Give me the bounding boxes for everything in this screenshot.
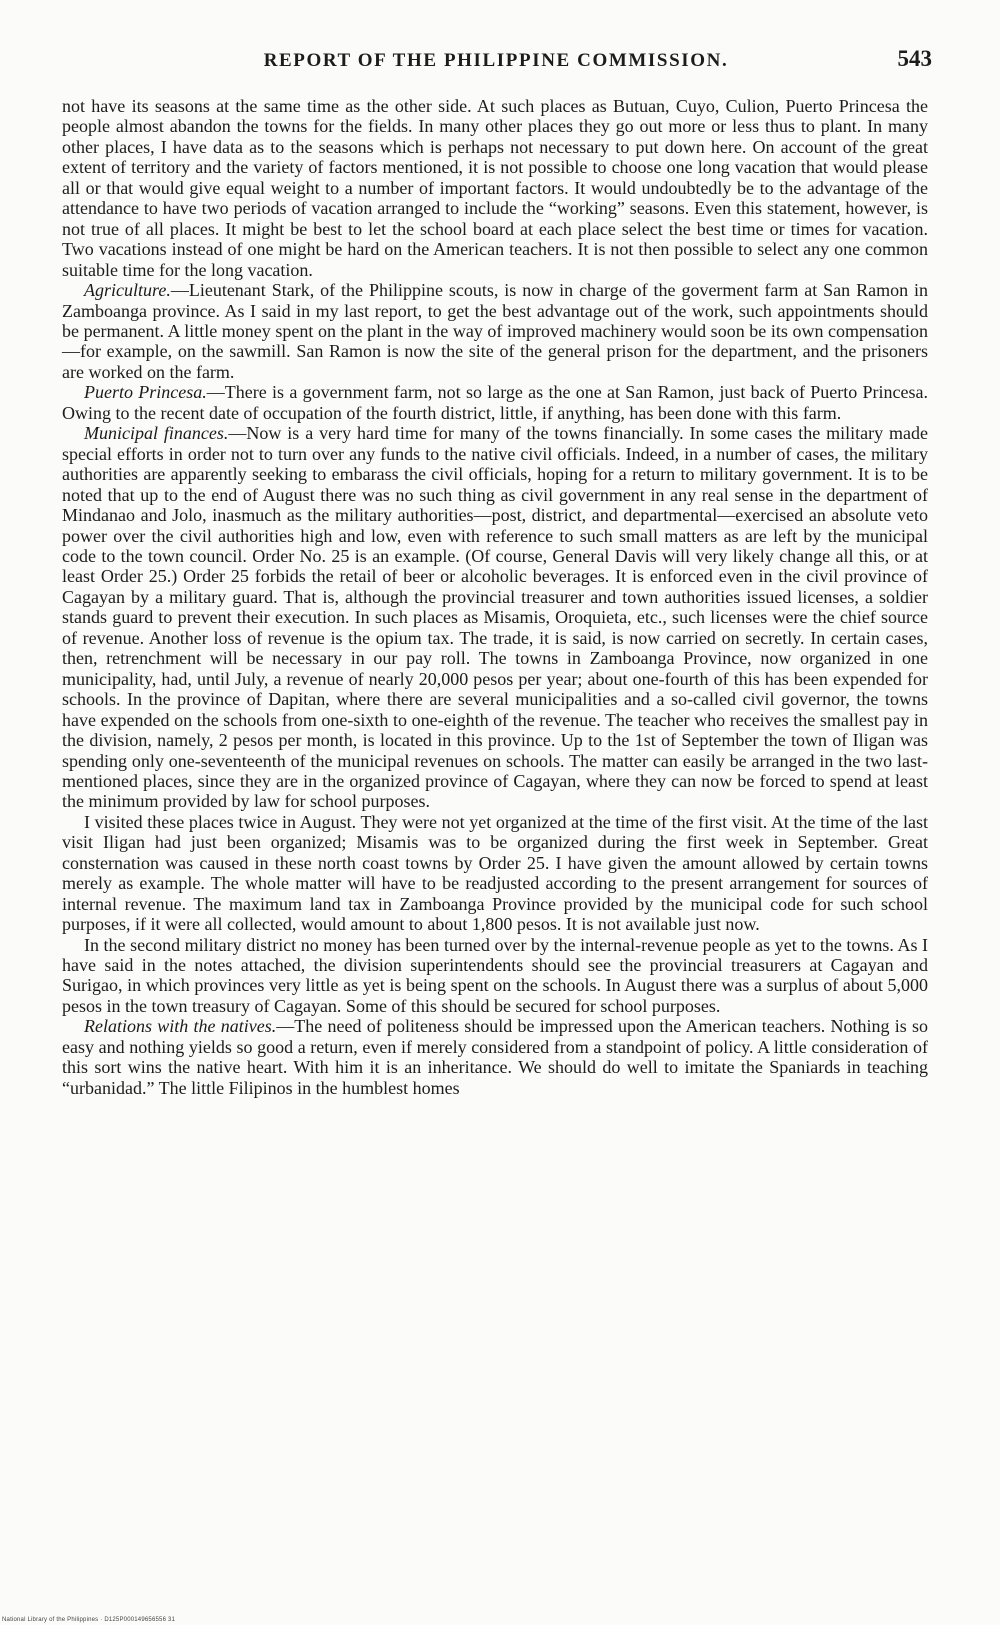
- paragraph-second-district: [62, 935, 928, 1017]
- paragraph-august-visits: [62, 812, 928, 935]
- paragraph-text: —The need of politeness should be impressed upon the American teachers. Nothing is so easy and nothing yields so good a return, even if merely considered from a standpoint of policy. A little consideration of this sort wins the native heart. With him it is an inheritance. We should do well to imitate the Spaniards in teaching “urbanidad.” The little Filipinos in the humblest homes: [62, 1016, 928, 1098]
- paragraph-text: not have its seasons at the same time as the other side. At such places as Butuan, Cuyo, Culion, Puerto Princesa the people almost abandon the towns for the fields. In many other places they go out more or less thus to plant. In many other places, I have data as to the seasons which is perhaps not necessary to put down here. On account of the great extent of territory and the variety of factors mentioned, it is not possible to choose one long vacation that would please all or that would give equal weight to a number of important factors. It would undoubtedly be to the advantage of the attendance to have two periods of vacation arranged to include the “working” seasons. Even this statement, however, is not true of all places. It might be best to let the school board at each place select the best time or times for vacation. Two vacations instead of one might be hard on the American teachers. It is not then possible to select any one common suitable time for the long vacation.: [62, 96, 928, 280]
- paragraph-text: In the second military district no money has been turned over by the internal-revenue people as yet to the towns. As I have said in the notes attached, the division superintendents should see the provincial treasurers at Cagayan and Surigao, in which provinces very little as yet is being spent on the schools. In August there was a surplus of about 5,000 pesos in the town treasury of Cagayan. Some of this should be secured for school purposes.: [62, 934, 928, 1016]
- running-head: REPORT OF THE PHILIPPINE COMMISSION.: [263, 50, 729, 71]
- body-text: [62, 96, 928, 1098]
- paragraph-agriculture: [62, 280, 928, 382]
- section-lead-relations-natives: Relations with the natives.: [84, 1016, 277, 1037]
- paragraph-text: —There is a government farm, not so large as the one at San Ramon, just back of Puerto Princesa. Owing to the recent date of occupation of the fourth district, little, if anything, has been done with this farm.: [62, 382, 929, 423]
- scan-credit: National Library of the Philippines · D125P000149656556 31: [2, 1617, 176, 1623]
- paragraph-vacation-seasons: [62, 96, 928, 280]
- paragraph-text: —Lieutenant Stark, of the Philippine scouts, is now in charge of the goverment farm at San Ramon in Zamboanga province. As I said in my last report, to get the best advantage out of the work, such appointments should be permanent. A little money spent on the plant in the way of improved machinery would soon be its own compensation—for example, on the sawmill. San Ramon is now the site of the general prison for the department, and the prisoners are worked on the farm.: [62, 280, 928, 382]
- paragraph-relations-natives: [62, 1016, 928, 1098]
- page-number: 543: [897, 46, 932, 71]
- paragraph-text: —Now is a very hard time for many of the towns financially. In some cases the military made special efforts in order not to turn over any funds to the native civil officials. Indeed, in a number of cases, the military authorities are apparently seeking to embarass the civil officials, hoping for a return to military government. It is to be noted that up to the end of August there was no such thing as civil government in any real sense in the department of Mindanao and Jolo, inasmuch as the military authorities—post, district, and departmental—exercised an absolute veto power over the civil authorities high and low, even with reference to such small matters as are left by the municipal code to the town council. Order No. 25 is an example. (Of course, General Davis will very likely change all this, or at least Order 25.) Order 25 forbids the retail of beer or alcoholic beverages. It is enforced even in the civil province of Cagayan by a military guard. That is, although the provincial treasurer and town authorities issued licenses, a soldier stands guard to prevent their execution. In such places as Misamis, Oroquieta, etc., such licenses were the chief source of revenue. Another loss of revenue is the opium tax. The trade, it is said, is now carried on secretly. In certain cases, then, retrenchment will be necessary in our pay roll. The towns in Zamboanga Province, now organized in one municipality, had, until July, a revenue of nearly 20,000 pesos per year; about one-fourth of this has been expended for schools. In the province of Dapitan, where there are several municipalities and a so-called civil governor, the towns have expended on the schools from one-sixth to one-eighth of the revenue. The teacher who receives the smallest pay in the division, namely, 2 pesos per month, is located in this province. Up to the 1st of September the town of Iligan was spending only one-seventeenth of the municipal revenues on schools. The matter can easily be arranged in the two last-mentioned places, since they are in the organized province of Cagayan, where they can now be forced to spend at least the minimum provided by law for school purposes.: [62, 423, 928, 812]
- section-lead-agriculture: Agriculture.: [84, 280, 171, 301]
- paragraph-puerto-princesa: [62, 382, 928, 423]
- paragraph-municipal-finances: [62, 423, 928, 812]
- page-header: [60, 44, 932, 84]
- section-lead-municipal-finances: Municipal finances.: [84, 423, 229, 444]
- section-lead-puerto-princesa: Puerto Princesa.: [84, 382, 207, 403]
- paragraph-text: I visited these places twice in August. They were not yet organized at the time of the first visit. At the time of the last visit Iligan had just been organized; Misamis was to be organized during the first week in September. Great consternation was caused in these north coast towns by Order 25. I have given the amount allowed by certain towns merely as example. The whole matter will have to be readjusted according to the present arrangement for sources of internal revenue. The maximum land tax in Zamboanga Province provided by the municipal code for such school purposes, if it were all collected, would amount to about 1,800 pesos. It is not available just now.: [62, 811, 928, 935]
